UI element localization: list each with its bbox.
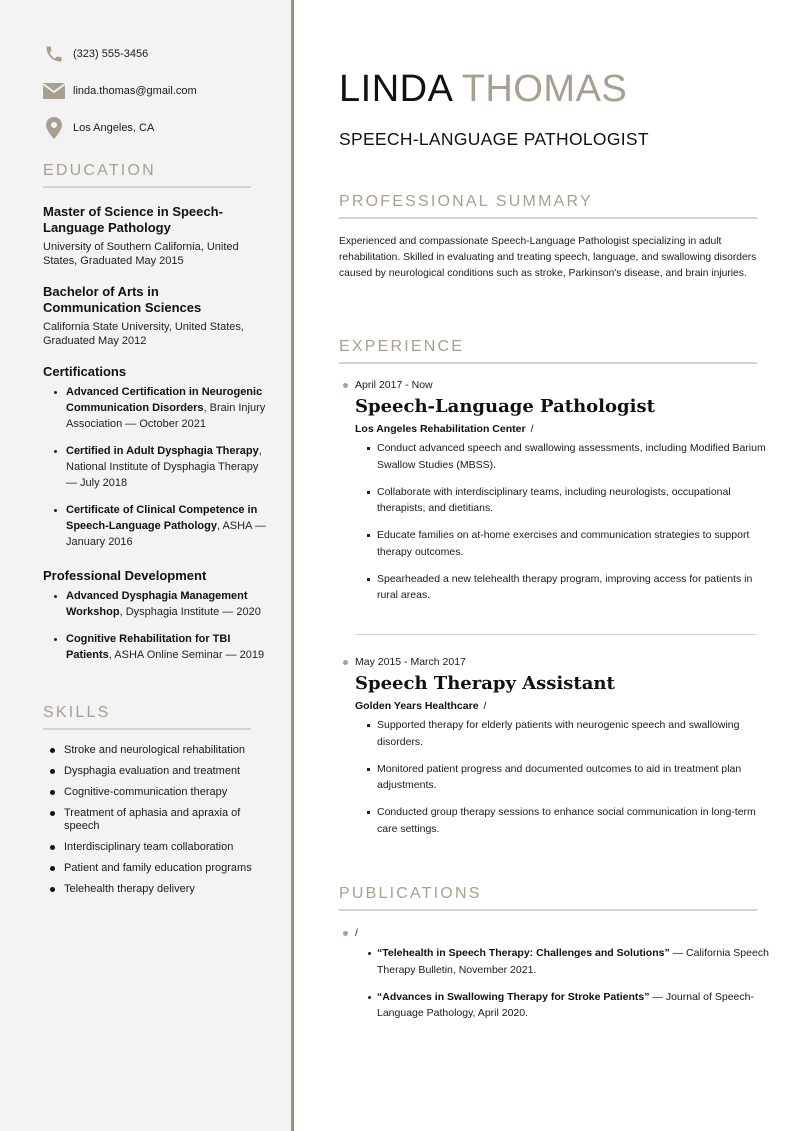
degree-details: California State University, United States, Graduated May 2012 bbox=[43, 321, 244, 347]
pd-item: Cognitive Rehabilitation for TBI Patients, ASHA Online Seminar — 2019 bbox=[52, 631, 267, 663]
skill-item: Stroke and neurological rehabilitation bbox=[48, 744, 278, 757]
publication-item: “Telehealth in Speech Therapy: Challenges and Solutions” — California Speech Therapy Bulletin, November 2021. bbox=[377, 945, 769, 978]
degree-title: Bachelor of Arts in Communication Sciences bbox=[43, 284, 202, 315]
degree-details: University of Southern California, United States, Graduated May 2015 bbox=[43, 241, 239, 267]
job-bullets bbox=[377, 717, 769, 837]
professional-development-heading: Professional Development bbox=[43, 568, 207, 583]
job-bullet: Educate families on at-home exercises and communication strategies to support therapy outcomes. bbox=[377, 527, 769, 560]
experience-entry bbox=[339, 379, 769, 614]
experience-entry bbox=[339, 656, 769, 848]
job-role: Speech-Language Pathologist bbox=[355, 396, 655, 417]
job-bullet: Spearheaded a new telehealth therapy program, improving access for patients in rural areas. bbox=[377, 571, 769, 604]
job-bullets bbox=[377, 440, 769, 604]
location-text: Los Angeles, CA bbox=[73, 122, 155, 134]
education-heading: EDUCATION bbox=[43, 162, 251, 188]
professional-development-list bbox=[52, 588, 267, 674]
skills-list bbox=[48, 744, 278, 904]
pd-item: Advanced Dysphagia Management Workshop, Dysphagia Institute — 2020 bbox=[52, 588, 267, 620]
publications-separator: / bbox=[339, 927, 769, 939]
skill-item: Treatment of aphasia and apraxia of speech bbox=[48, 807, 278, 833]
publication-item: “Advances in Swallowing Therapy for Stroke Patients” — Journal of Speech-Language Pathology, April 2020. bbox=[377, 989, 769, 1022]
education-item bbox=[43, 204, 258, 268]
sidebar bbox=[0, 0, 294, 1131]
contact-phone bbox=[43, 43, 148, 65]
job-bullet: Conducted group therapy sessions to enhance social communication in long-term care settings. bbox=[377, 804, 769, 837]
certification-item: Advanced Certification in Neurogenic Communication Disorders, Brain Injury Association — October 2021 bbox=[52, 384, 267, 432]
skills-heading: SKILLS bbox=[43, 704, 251, 730]
publications-heading: PUBLICATIONS bbox=[339, 885, 757, 911]
contact-email bbox=[43, 80, 197, 102]
envelope-icon bbox=[43, 80, 65, 102]
skill-item: Cognitive-communication therapy bbox=[48, 786, 278, 799]
skill-item: Dysphagia evaluation and treatment bbox=[48, 765, 278, 778]
job-role: Speech Therapy Assistant bbox=[355, 673, 615, 694]
first-name: LINDA bbox=[339, 68, 452, 110]
skill-item: Patient and family education programs bbox=[48, 862, 278, 875]
map-pin-icon bbox=[43, 117, 65, 139]
job-bullet: Conduct advanced speech and swallowing assessments, including Modified Barium Swallow Studies (MBSS). bbox=[377, 440, 769, 473]
contact-location bbox=[43, 117, 154, 139]
job-dates: May 2015 - March 2017 bbox=[339, 656, 769, 668]
degree-title: Master of Science in Speech-Language Pathology bbox=[43, 204, 223, 235]
job-company: Golden Years Healthcare / bbox=[355, 700, 487, 712]
job-bullet: Supported therapy for elderly patients with neurogenic speech and swallowing disorders. bbox=[377, 717, 769, 750]
publications-entry bbox=[339, 927, 769, 1032]
job-bullet: Monitored patient progress and documented outcomes to aid in treatment plan adjustments. bbox=[377, 761, 769, 794]
skill-item: Interdisciplinary team collaboration bbox=[48, 841, 278, 854]
job-title: SPEECH-LANGUAGE PATHOLOGIST bbox=[339, 129, 649, 149]
phone-text[interactable]: (323) 555-3456 bbox=[73, 48, 149, 60]
certifications-list bbox=[52, 384, 267, 561]
summary-heading: PROFESSIONAL SUMMARY bbox=[339, 193, 757, 219]
certification-item: Certificate of Clinical Competence in Speech-Language Pathology, ASHA — January 2016 bbox=[52, 502, 267, 550]
phone-icon bbox=[43, 43, 65, 65]
job-company: Los Angeles Rehabilitation Center / bbox=[355, 423, 534, 435]
job-dates: April 2017 - Now bbox=[339, 379, 769, 391]
last-name: THOMAS bbox=[461, 68, 628, 110]
email-text[interactable]: linda.thomas@gmail.com bbox=[73, 85, 197, 97]
publications-list bbox=[377, 945, 769, 1022]
job-bullet: Collaborate with interdisciplinary teams, including neurologists, occupational therapists, and dietitians. bbox=[377, 484, 769, 517]
experience-heading: EXPERIENCE bbox=[339, 338, 757, 364]
summary-text: Experienced and compassionate Speech-Language Pathologist specializing in adult rehabilitation. Skilled in evaluating and treating speech, language, and swallowing disorders caused by neurological conditions such as stroke, Parkinson's disease, and brain injuries. bbox=[339, 236, 757, 280]
job-divider bbox=[355, 634, 757, 635]
certification-item: Certified in Adult Dysphagia Therapy, National Institute of Dysphagia Therapy — July 2018 bbox=[52, 443, 267, 491]
education-item bbox=[43, 284, 258, 348]
candidate-name bbox=[339, 68, 627, 111]
certifications-heading: Certifications bbox=[43, 364, 127, 379]
skill-item: Telehealth therapy delivery bbox=[48, 883, 278, 896]
